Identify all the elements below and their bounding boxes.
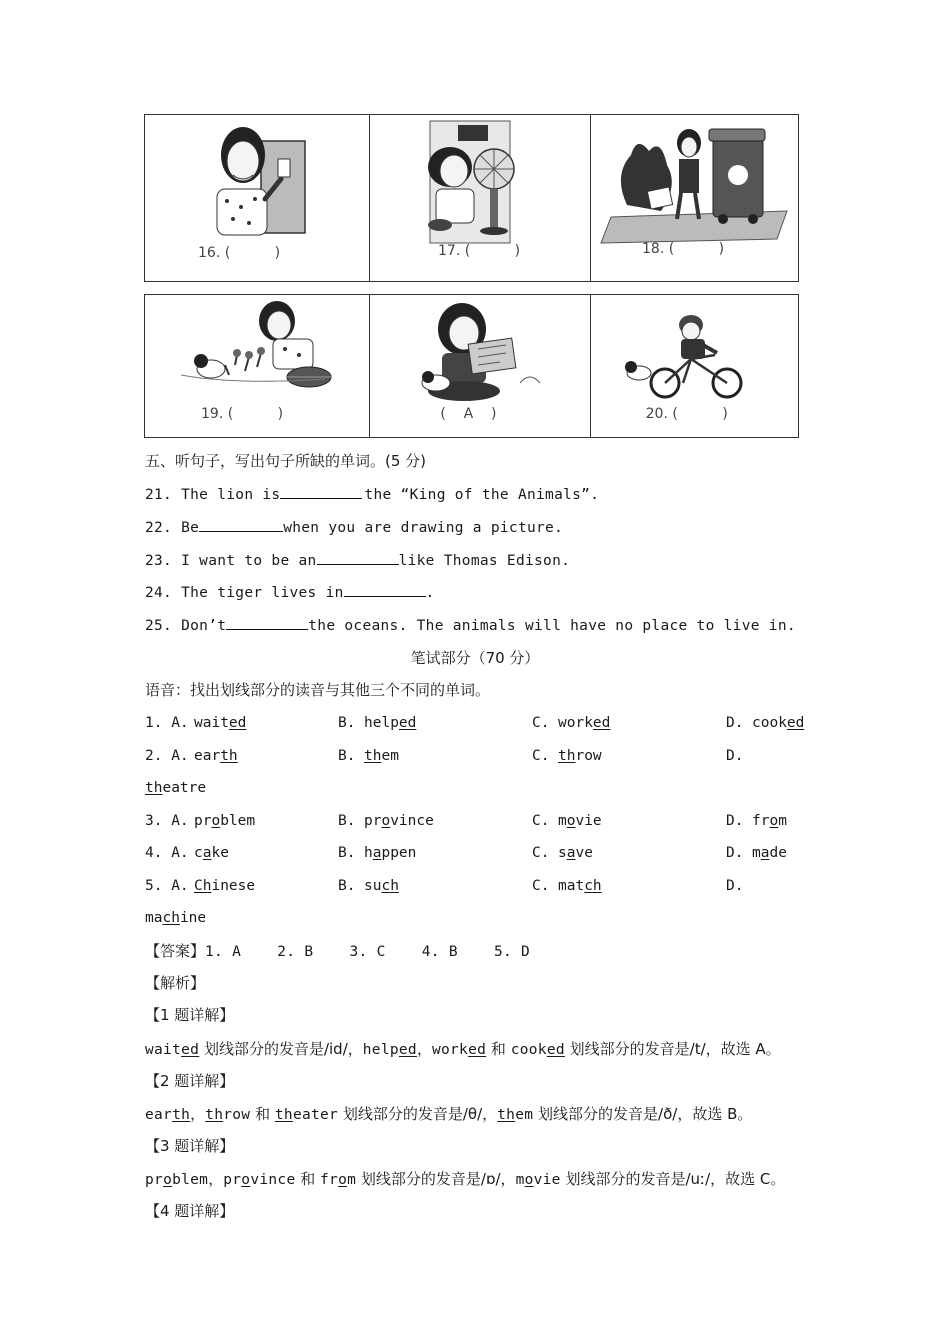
word-part: ine [179, 910, 207, 926]
question-number: 3. A. [145, 813, 189, 829]
option-d-label: D. [726, 813, 744, 829]
section5-heading: 五、听句子，写出句子所缺的单词。(5 分) [145, 452, 427, 470]
q22-text-before: 22. Be [145, 520, 200, 536]
option-b [364, 876, 399, 896]
option-c-label: C. [532, 878, 550, 894]
option-a [194, 713, 246, 733]
option-a [194, 843, 229, 863]
q21-blank[interactable] [280, 484, 362, 499]
picture-19 [145, 295, 370, 437]
word-part: m [752, 845, 761, 861]
option-c-label: C. [532, 748, 550, 764]
word-part: ed [786, 715, 805, 731]
option-d [145, 908, 206, 928]
word-part: wait [194, 715, 229, 731]
word-part: help [364, 715, 399, 731]
detail-3-title: 【3 题详解】 [145, 1137, 235, 1155]
option-b-label: B. [338, 878, 356, 894]
picture-17-label: 17. ( ) [438, 243, 521, 259]
word-part: mat [558, 878, 585, 894]
option-c [558, 876, 602, 896]
word-part: ear [194, 748, 221, 764]
question-23 [145, 550, 570, 571]
option-b [364, 713, 416, 733]
q22-blank[interactable] [199, 517, 283, 532]
q25-text-before: 25. Don’t [145, 618, 227, 634]
q24-text-after: . [425, 585, 435, 601]
q25-blank[interactable] [226, 615, 308, 630]
word-part: ke [211, 845, 229, 861]
word-part: eatre [162, 780, 207, 796]
option-c-label: C. [532, 715, 550, 731]
word-part: work [558, 715, 593, 731]
word-part: pr [194, 813, 212, 829]
q21-text-before: 21. The lion is [145, 487, 281, 503]
option-d [752, 713, 804, 733]
option-d [752, 843, 787, 863]
option-a [194, 746, 238, 766]
option-c [558, 746, 602, 766]
phonetics-heading: 语音：找出划线部分的读音与其他三个不同的单词。 [145, 681, 491, 699]
word-part: s [558, 845, 567, 861]
picture-16 [145, 115, 370, 281]
word-part: c [194, 845, 203, 861]
q22-text-after: when you are drawing a picture. [283, 520, 564, 536]
word-part: ed [228, 715, 247, 731]
detail-1-title: 【1 题详解】 [145, 1006, 235, 1024]
word-part: ch [584, 878, 602, 894]
q23-text-before: 23. I want to be an [145, 553, 317, 569]
option-c-label: C. [532, 813, 550, 829]
word-part: th [558, 748, 576, 764]
word-part: vince [390, 813, 434, 829]
option-b-label: B. [338, 748, 356, 764]
q23-text-after: like Thomas Edison. [398, 553, 571, 569]
detail-2-text: earth，throw 和 theater 划线部分的发音是/θ/，them 划线部分的发音是/ð/，故选 B。 [145, 1105, 753, 1123]
word-part: h [364, 845, 373, 861]
q23-blank[interactable] [317, 550, 399, 565]
word-part: th [364, 748, 382, 764]
option-d-label: D. [726, 878, 744, 894]
answer-line [145, 941, 530, 962]
question-number: 2. A. [145, 748, 189, 764]
option-d-label: D. [726, 845, 744, 861]
picture-grid-row-1 [144, 114, 799, 282]
option-b-label: B. [338, 813, 356, 829]
word-part: a [372, 845, 382, 861]
word-part: vie [575, 813, 602, 829]
option-a [194, 876, 255, 896]
detail-1-text: waited 划线部分的发音是/id/，helped，worked 和 cooked 划线部分的发音是/t/，故选 A。 [145, 1040, 781, 1058]
word-part: em [381, 748, 399, 764]
word-part: ve [575, 845, 593, 861]
option-c [558, 811, 602, 831]
analysis-label: 【解析】 [145, 974, 206, 992]
word-part: de [769, 845, 787, 861]
word-part: ma [145, 910, 163, 926]
word-part: Ch [194, 878, 212, 894]
question-number: 5. A. [145, 878, 189, 894]
word-part: cook [752, 715, 787, 731]
option-c-label: C. [532, 845, 550, 861]
word-part: ed [398, 715, 417, 731]
q25-text-after: the oceans. The animals will have no place to live in. [308, 618, 796, 634]
word-part: fr [752, 813, 770, 829]
option-b [364, 843, 416, 863]
question-24 [145, 582, 435, 603]
q24-text-before: 24. The tiger lives in [145, 585, 344, 601]
word-part: pr [364, 813, 382, 829]
picture-a-label: ( A ) [440, 406, 497, 422]
written-section-title: 笔试部分（70 分） [410, 649, 540, 667]
picture-19-label: 19. ( ) [201, 406, 284, 422]
picture-18 [591, 115, 798, 281]
word-part: ed [592, 715, 611, 731]
option-d [752, 811, 787, 831]
detail-4-title: 【4 题详解】 [145, 1202, 235, 1220]
picture-grid-row-2 [144, 294, 799, 438]
word-part: inese [211, 878, 256, 894]
picture-a-example [370, 295, 590, 437]
option-b [364, 746, 399, 766]
question-number: 1. A. [145, 715, 189, 731]
word-part: o [566, 813, 576, 829]
word-part: th [145, 780, 163, 796]
option-a [194, 811, 255, 831]
word-part: m [778, 813, 787, 829]
option-b [364, 811, 434, 831]
word-part: o [769, 813, 779, 829]
word-part: ch [162, 910, 180, 926]
option-c [558, 843, 593, 863]
question-number: 4. A. [145, 845, 189, 861]
detail-2-title: 【2 题详解】 [145, 1072, 235, 1090]
option-c [558, 713, 610, 733]
picture-20 [591, 295, 798, 437]
picture-20-label: 20. ( ) [645, 406, 728, 422]
option-d [145, 778, 206, 798]
option-b-label: B. [338, 845, 356, 861]
detail-3-text: problem，province 和 from 划线部分的发音是/ɒ/，movie 划线部分的发音是/uː/，故选 C。 [145, 1170, 786, 1188]
word-part: m [558, 813, 567, 829]
picture-17 [370, 115, 591, 281]
word-part: row [575, 748, 602, 764]
option-b-label: B. [338, 715, 356, 731]
word-part: a [760, 845, 770, 861]
word-part: a [202, 845, 212, 861]
q24-blank[interactable] [344, 582, 426, 597]
picture-18-label: 18. ( ) [642, 241, 725, 257]
word-part: th [220, 748, 238, 764]
word-part: a [566, 845, 576, 861]
word-part: ch [381, 878, 399, 894]
question-22 [145, 517, 563, 538]
picture-16-label: 16. ( ) [198, 245, 281, 261]
answer-label: 【答案】 [145, 942, 206, 960]
answer-text: 1. A 2. B 3. C 4. B 5. D [205, 944, 531, 960]
option-d-label: D. [726, 715, 744, 731]
option-d-label: D. [726, 748, 744, 764]
word-part: blem [220, 813, 256, 829]
word-part: ppen [381, 845, 417, 861]
q21-text-after: the “King of the Animals”. [364, 487, 600, 503]
word-part: o [381, 813, 391, 829]
question-21 [145, 484, 599, 505]
word-part: o [211, 813, 221, 829]
question-25 [145, 615, 796, 636]
word-part: su [364, 878, 382, 894]
